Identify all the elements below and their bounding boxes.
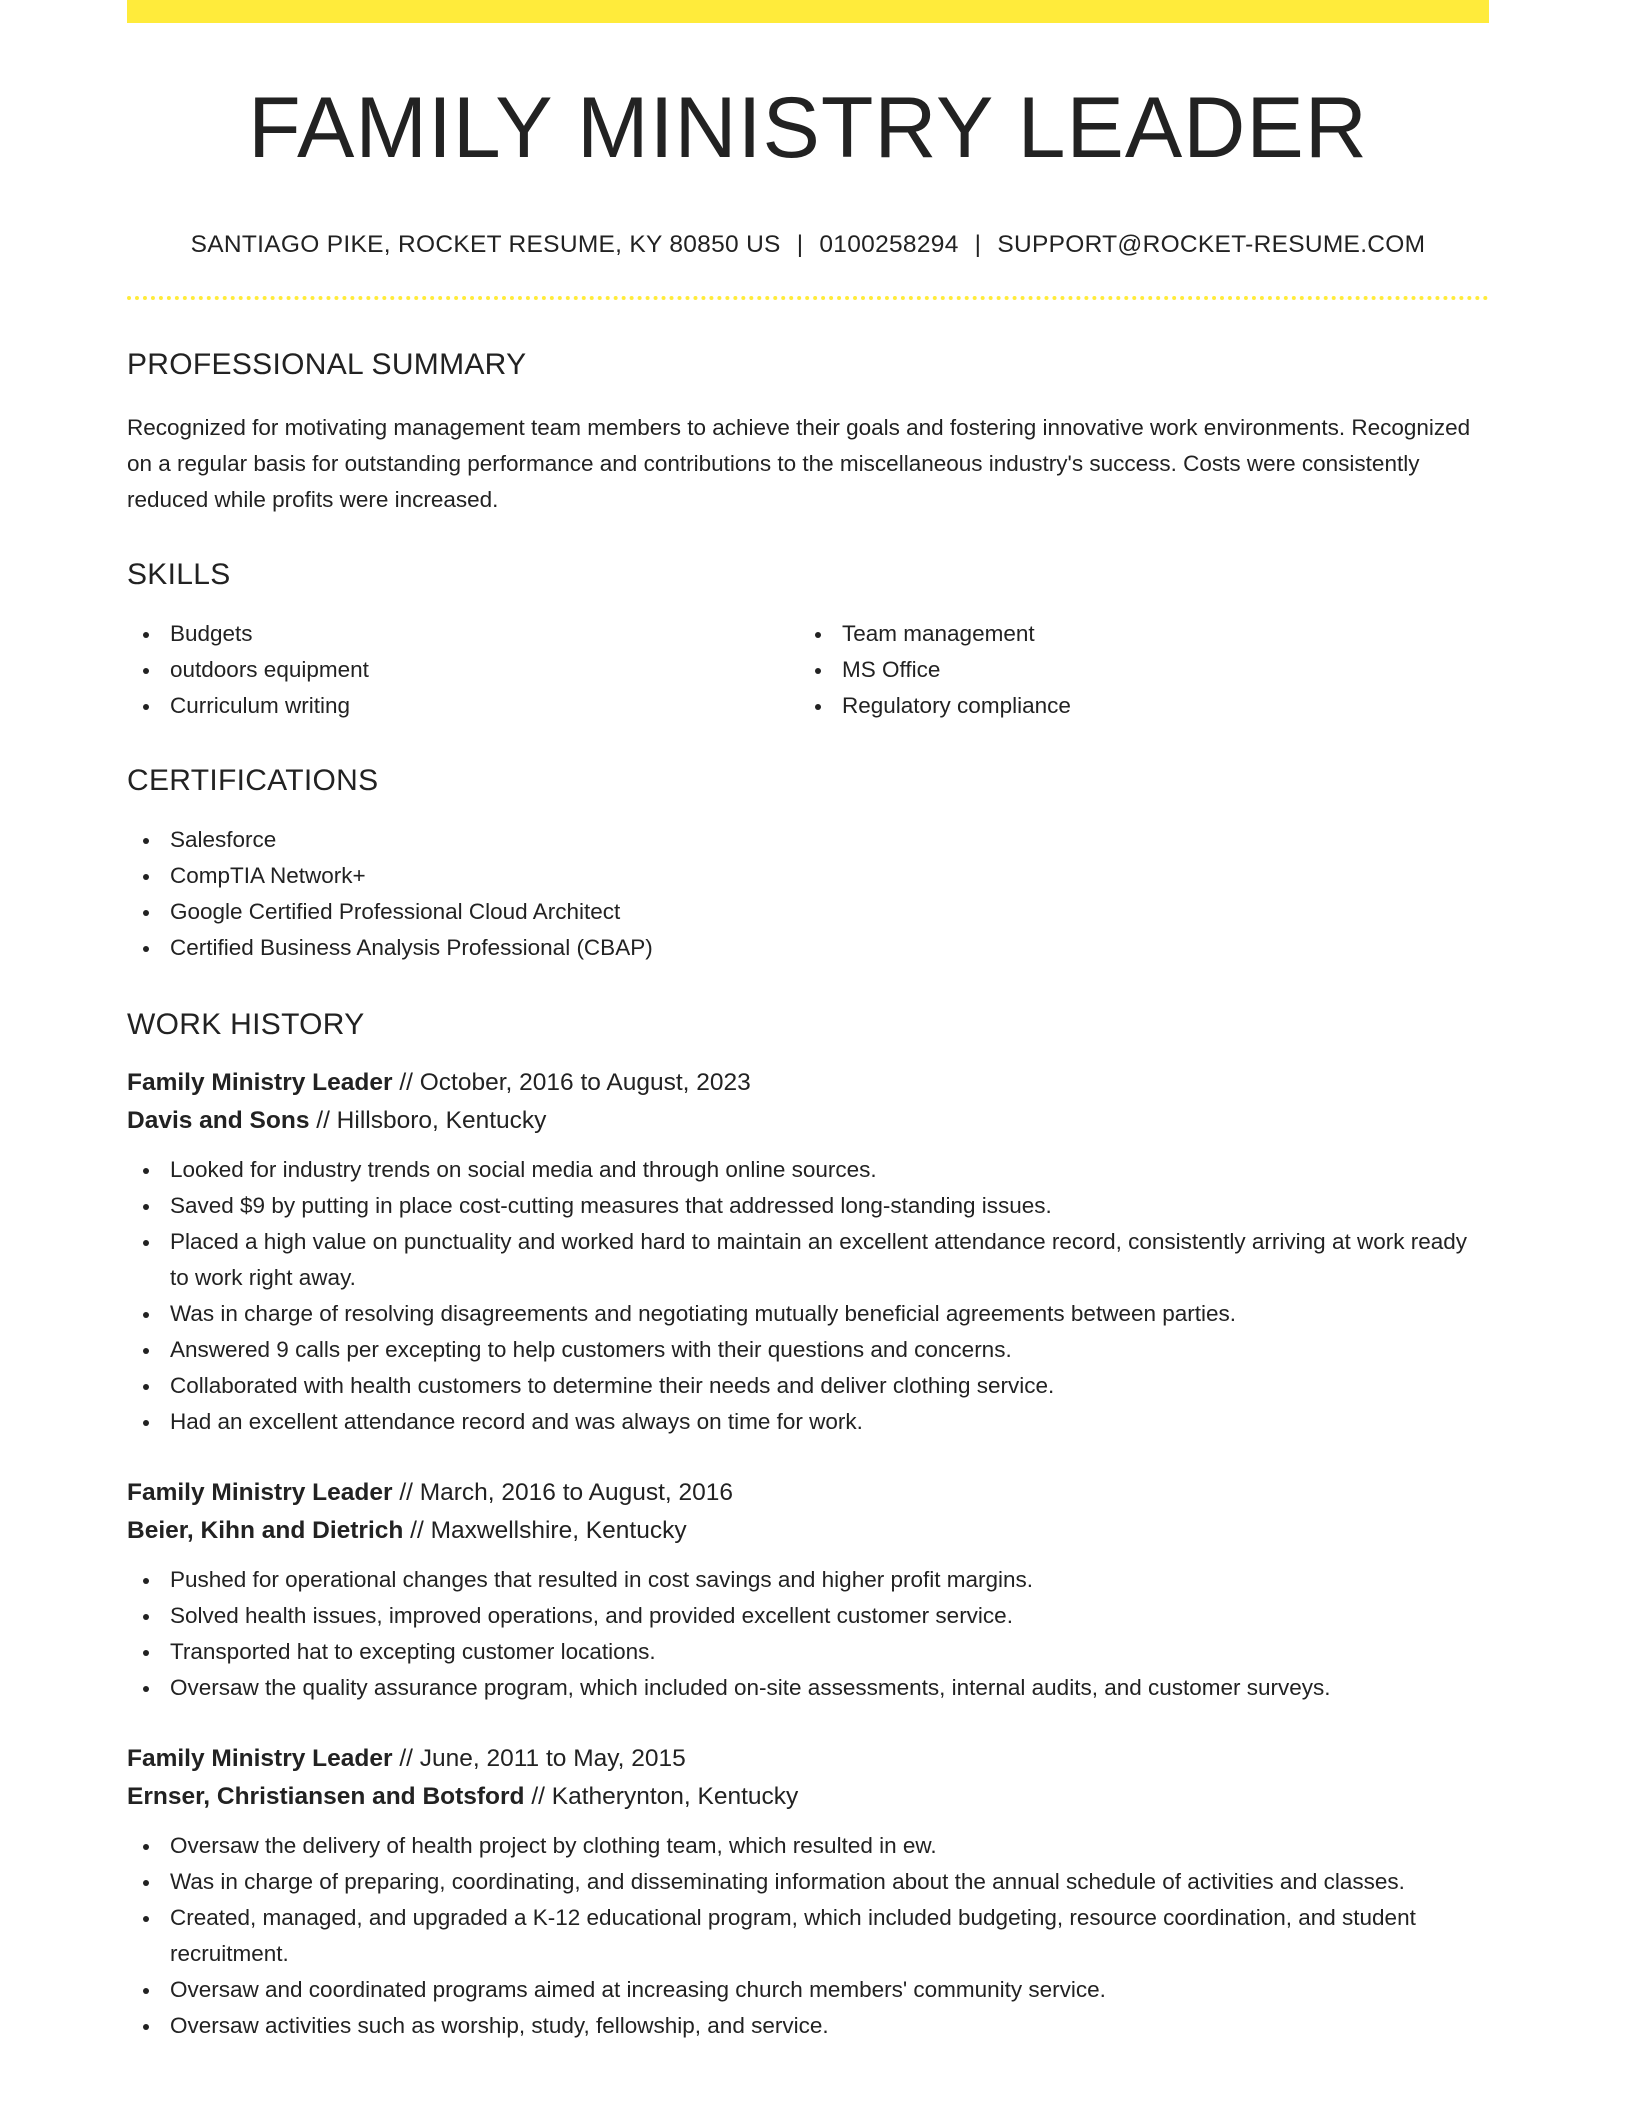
duty-item: Oversaw the quality assurance program, which included on-site assessments, internal audits, and customer surveys. xyxy=(127,1670,1489,1706)
job-location: // Maxwellshire, Kentucky xyxy=(403,1516,687,1544)
duty-item: Collaborated with health customers to determine their needs and deliver clothing service. xyxy=(127,1368,1489,1404)
header-divider xyxy=(127,296,1489,300)
contact-address: SANTIAGO PIKE, ROCKET RESUME, KY 80850 US xyxy=(190,231,781,258)
duty-item: Oversaw activities such as worship, study, fellowship, and service. xyxy=(127,2008,1489,2044)
job-role: Family Ministry Leader xyxy=(127,1068,393,1096)
duty-item: Oversaw and coordinated programs aimed at increasing church members' community service. xyxy=(127,1972,1489,2008)
duty-item: Pushed for operational changes that resulted in cost savings and higher profit margins. xyxy=(127,1562,1489,1598)
job-role-line xyxy=(127,1740,1489,1778)
contact-email: SUPPORT@ROCKET-RESUME.COM xyxy=(997,231,1426,258)
work-history-heading: WORK HISTORY xyxy=(127,1007,365,1041)
job-role-line xyxy=(127,1474,1489,1512)
certification-item: Salesforce xyxy=(127,822,1489,858)
skills-heading: SKILLS xyxy=(127,557,231,591)
job-company: Beier, Kihn and Dietrich xyxy=(127,1516,404,1544)
job-duties xyxy=(127,1152,1489,1440)
job-entry xyxy=(127,1064,1489,1440)
job-company-line xyxy=(127,1778,1489,1816)
job-company-line xyxy=(127,1102,1489,1140)
duty-item: Transported hat to excepting customer locations. xyxy=(127,1634,1489,1670)
job-role-line xyxy=(127,1064,1489,1102)
duty-item: Created, managed, and upgraded a K-12 educational program, which included budgeting, resource coordination, and student recruitment. xyxy=(127,1900,1489,1972)
skill-item: outdoors equipment xyxy=(127,652,799,688)
job-entry xyxy=(127,1740,1489,2044)
skill-item: Curriculum writing xyxy=(127,688,799,724)
job-entry xyxy=(127,1474,1489,1706)
certifications-heading: CERTIFICATIONS xyxy=(127,763,379,797)
job-role: Family Ministry Leader xyxy=(127,1478,393,1506)
job-duties xyxy=(127,1828,1489,2044)
skill-item: Team management xyxy=(799,616,1471,652)
resume-page xyxy=(127,0,1489,2044)
duty-item: Placed a high value on punctuality and worked hard to maintain an excellent attendance record, consistently arriving at work ready to work right away. xyxy=(127,1224,1489,1296)
skill-item: MS Office xyxy=(799,652,1471,688)
contact-separator: | xyxy=(796,231,804,258)
skills-column-right xyxy=(799,616,1471,724)
skills-column-left xyxy=(127,616,799,724)
duty-item: Was in charge of resolving disagreements and negotiating mutually beneficial agreements between parties. xyxy=(127,1296,1489,1332)
job-location: // Katherynton, Kentucky xyxy=(524,1782,799,1810)
job-location: // Hillsboro, Kentucky xyxy=(309,1106,547,1134)
job-company: Davis and Sons xyxy=(127,1106,310,1134)
summary-heading: PROFESSIONAL SUMMARY xyxy=(127,347,527,381)
job-company: Ernser, Christiansen and Botsford xyxy=(127,1782,525,1810)
contact-phone: 0100258294 xyxy=(819,231,959,258)
duty-item: Solved health issues, improved operations, and provided excellent customer service. xyxy=(127,1598,1489,1634)
duty-item: Oversaw the delivery of health project by clothing team, which resulted in ew. xyxy=(127,1828,1489,1864)
summary-text: Recognized for motivating management team members to achieve their goals and fostering innovative work environments. Recognized on a regular basis for outstanding performance and contributions to the miscellaneous industry's success. Costs were consistently reduced while profits were increased. xyxy=(127,414,1471,512)
contact-line xyxy=(127,233,1489,258)
job-dates: // June, 2011 to May, 2015 xyxy=(392,1744,686,1772)
contact-separator: | xyxy=(974,231,982,258)
accent-bar xyxy=(127,0,1489,23)
duty-item: Was in charge of preparing, coordinating, and disseminating information about the annual schedule of activities and classes. xyxy=(127,1864,1489,1900)
skill-item: Budgets xyxy=(127,616,799,652)
duty-item: Looked for industry trends on social media and through online sources. xyxy=(127,1152,1489,1188)
job-role: Family Ministry Leader xyxy=(127,1744,393,1772)
job-dates: // March, 2016 to August, 2016 xyxy=(392,1478,734,1506)
job-company-line xyxy=(127,1512,1489,1550)
job-duties xyxy=(127,1562,1489,1706)
resume-title: FAMILY MINISTRY LEADER xyxy=(248,80,1368,176)
skill-item: Regulatory compliance xyxy=(799,688,1471,724)
certification-item: Google Certified Professional Cloud Architect xyxy=(127,894,1489,930)
duty-item: Had an excellent attendance record and was always on time for work. xyxy=(127,1404,1489,1440)
job-dates: // October, 2016 to August, 2023 xyxy=(392,1068,751,1096)
certifications-list xyxy=(127,822,1489,966)
certification-item: CompTIA Network+ xyxy=(127,858,1489,894)
certification-item: Certified Business Analysis Professional (CBAP) xyxy=(127,930,1489,966)
duty-item: Saved $9 by putting in place cost-cutting measures that addressed long-standing issues. xyxy=(127,1188,1489,1224)
skills-list xyxy=(127,616,1489,724)
duty-item: Answered 9 calls per excepting to help customers with their questions and concerns. xyxy=(127,1332,1489,1368)
